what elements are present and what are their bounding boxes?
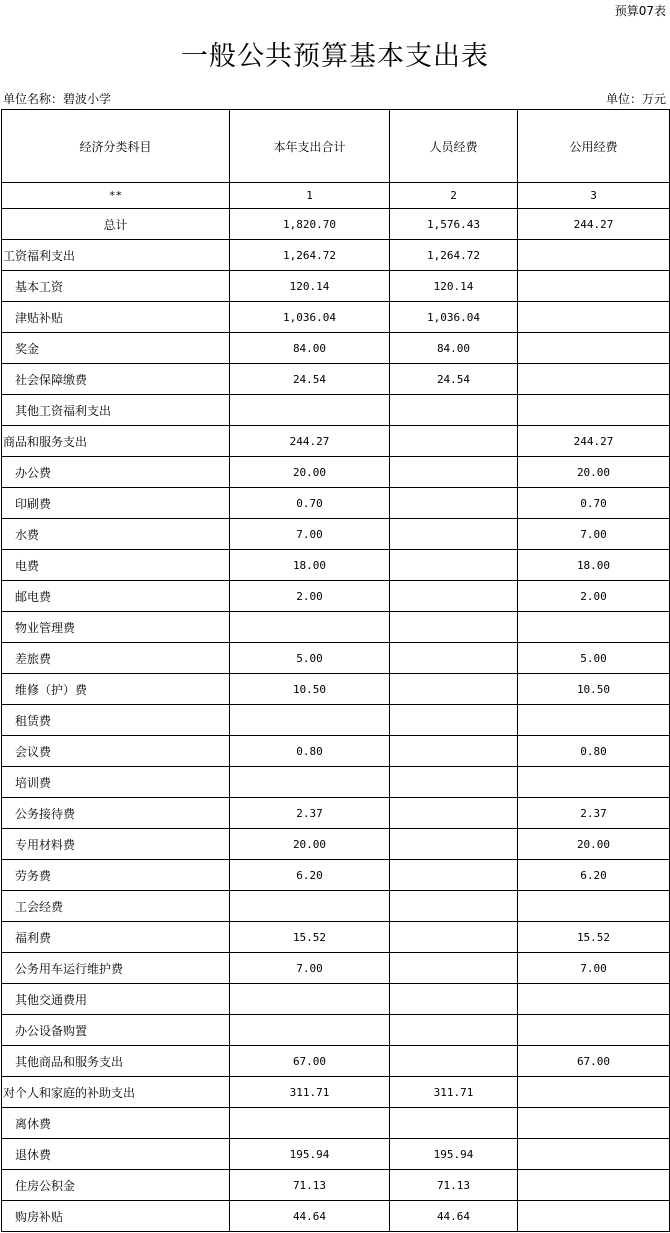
header-total: 本年支出合计 <box>230 110 390 183</box>
row-public <box>518 1108 670 1139</box>
table-row <box>2 612 670 643</box>
row-personnel <box>390 1108 518 1139</box>
row-personnel <box>390 953 518 984</box>
row-total <box>230 1015 390 1046</box>
row-total: 2.37 <box>230 798 390 829</box>
table-row <box>2 860 670 891</box>
row-label: 其他工资福利支出 <box>2 395 230 426</box>
row-label: 培训费 <box>2 767 230 798</box>
row-public: 7.00 <box>518 519 670 550</box>
table-row <box>2 333 670 364</box>
row-label: 劳务费 <box>2 860 230 891</box>
table-row <box>2 643 670 674</box>
row-public: 18.00 <box>518 550 670 581</box>
row-label: 基本工资 <box>2 271 230 302</box>
row-personnel: 1,036.04 <box>390 302 518 333</box>
header-row <box>2 110 670 183</box>
row-personnel <box>390 1015 518 1046</box>
row-personnel <box>390 736 518 767</box>
row-label: 对个人和家庭的补助支出 <box>2 1077 230 1108</box>
table-row <box>2 519 670 550</box>
index-cell: 3 <box>518 183 670 209</box>
row-label: 公务接待费 <box>2 798 230 829</box>
table-row <box>2 705 670 736</box>
row-public: 2.37 <box>518 798 670 829</box>
row-label: 维修（护）费 <box>2 674 230 705</box>
row-personnel <box>390 705 518 736</box>
index-cell: 2 <box>390 183 518 209</box>
row-total <box>230 395 390 426</box>
table-row <box>2 767 670 798</box>
row-total: 120.14 <box>230 271 390 302</box>
row-label: 印刷费 <box>2 488 230 519</box>
row-label: 办公费 <box>2 457 230 488</box>
row-total: 244.27 <box>230 426 390 457</box>
row-total <box>230 1108 390 1139</box>
row-public <box>518 984 670 1015</box>
page-title: 一般公共预算基本支出表 <box>181 41 489 72</box>
row-public <box>518 364 670 395</box>
table-row <box>2 1108 670 1139</box>
table-row <box>2 891 670 922</box>
row-personnel: 24.54 <box>390 364 518 395</box>
row-total: 44.64 <box>230 1201 390 1232</box>
table-row <box>2 271 670 302</box>
row-total: 24.54 <box>230 364 390 395</box>
row-public: 5.00 <box>518 643 670 674</box>
total-value: 1,820.70 <box>230 209 390 240</box>
table-row <box>2 953 670 984</box>
total-public: 244.27 <box>518 209 670 240</box>
row-personnel <box>390 922 518 953</box>
table-row <box>2 984 670 1015</box>
row-label: 租赁费 <box>2 705 230 736</box>
row-personnel <box>390 612 518 643</box>
row-public: 7.00 <box>518 953 670 984</box>
row-total: 67.00 <box>230 1046 390 1077</box>
row-label: 物业管理费 <box>2 612 230 643</box>
row-personnel: 84.00 <box>390 333 518 364</box>
row-personnel <box>390 767 518 798</box>
row-personnel <box>390 488 518 519</box>
row-public <box>518 612 670 643</box>
table-row <box>2 1015 670 1046</box>
row-public <box>518 891 670 922</box>
row-label: 会议费 <box>2 736 230 767</box>
row-personnel <box>390 891 518 922</box>
table-row <box>2 240 670 271</box>
row-total: 1,264.72 <box>230 240 390 271</box>
row-total: 20.00 <box>230 457 390 488</box>
row-personnel <box>390 674 518 705</box>
row-label: 专用材料费 <box>2 829 230 860</box>
row-public <box>518 767 670 798</box>
row-personnel: 120.14 <box>390 271 518 302</box>
row-public <box>518 1170 670 1201</box>
row-label: 工资福利支出 <box>2 240 230 271</box>
index-cell: ** <box>2 183 230 209</box>
row-personnel <box>390 426 518 457</box>
table-row <box>2 426 670 457</box>
row-public <box>518 1201 670 1232</box>
row-public <box>518 240 670 271</box>
total-row <box>2 209 670 240</box>
table-row <box>2 395 670 426</box>
expenditure-table <box>1 109 670 1232</box>
row-total: 15.52 <box>230 922 390 953</box>
index-cell: 1 <box>230 183 390 209</box>
table-row <box>2 1139 670 1170</box>
row-personnel: 311.71 <box>390 1077 518 1108</box>
row-total: 0.80 <box>230 736 390 767</box>
row-total: 2.00 <box>230 581 390 612</box>
row-public <box>518 302 670 333</box>
row-total: 5.00 <box>230 643 390 674</box>
row-personnel <box>390 829 518 860</box>
header-category: 经济分类科目 <box>2 110 230 183</box>
total-label: 总计 <box>2 209 230 240</box>
row-total: 1,036.04 <box>230 302 390 333</box>
table-row <box>2 1201 670 1232</box>
row-total <box>230 984 390 1015</box>
row-label: 津贴补贴 <box>2 302 230 333</box>
table-row <box>2 674 670 705</box>
table-row <box>2 364 670 395</box>
table-row <box>2 488 670 519</box>
row-total: 7.00 <box>230 519 390 550</box>
unit-name: 单位名称：碧波小学 <box>3 92 112 106</box>
row-total: 6.20 <box>230 860 390 891</box>
row-label: 其他商品和服务支出 <box>2 1046 230 1077</box>
row-total <box>230 612 390 643</box>
row-total: 0.70 <box>230 488 390 519</box>
table-row <box>2 798 670 829</box>
form-code: 预算07表 <box>614 4 666 18</box>
row-public: 10.50 <box>518 674 670 705</box>
row-total: 71.13 <box>230 1170 390 1201</box>
row-label: 社会保障缴费 <box>2 364 230 395</box>
table-row <box>2 581 670 612</box>
row-label: 离休费 <box>2 1108 230 1139</box>
row-public: 244.27 <box>518 426 670 457</box>
row-label: 邮电费 <box>2 581 230 612</box>
row-label: 奖金 <box>2 333 230 364</box>
row-personnel <box>390 457 518 488</box>
row-label: 电费 <box>2 550 230 581</box>
table-row <box>2 457 670 488</box>
row-public <box>518 333 670 364</box>
row-public: 0.70 <box>518 488 670 519</box>
row-public: 0.80 <box>518 736 670 767</box>
row-personnel: 1,264.72 <box>390 240 518 271</box>
row-total <box>230 767 390 798</box>
index-row <box>2 183 670 209</box>
table-row <box>2 550 670 581</box>
table-row <box>2 1046 670 1077</box>
row-label: 购房补贴 <box>2 1201 230 1232</box>
row-public: 2.00 <box>518 581 670 612</box>
row-total <box>230 891 390 922</box>
row-total: 10.50 <box>230 674 390 705</box>
row-total: 84.00 <box>230 333 390 364</box>
row-personnel <box>390 798 518 829</box>
table-row <box>2 922 670 953</box>
row-personnel <box>390 395 518 426</box>
row-public: 15.52 <box>518 922 670 953</box>
row-total: 7.00 <box>230 953 390 984</box>
row-public <box>518 1015 670 1046</box>
table-row <box>2 829 670 860</box>
row-public: 20.00 <box>518 457 670 488</box>
row-label: 其他交通费用 <box>2 984 230 1015</box>
row-label: 水费 <box>2 519 230 550</box>
row-personnel <box>390 519 518 550</box>
row-personnel <box>390 1046 518 1077</box>
row-label: 住房公积金 <box>2 1170 230 1201</box>
row-label: 公务用车运行维护费 <box>2 953 230 984</box>
row-public: 20.00 <box>518 829 670 860</box>
row-personnel <box>390 860 518 891</box>
row-public <box>518 1139 670 1170</box>
row-public: 67.00 <box>518 1046 670 1077</box>
row-total: 18.00 <box>230 550 390 581</box>
header-public: 公用经费 <box>518 110 670 183</box>
table-row <box>2 736 670 767</box>
row-label: 福利费 <box>2 922 230 953</box>
row-label: 退休费 <box>2 1139 230 1170</box>
row-personnel <box>390 643 518 674</box>
row-label: 办公设备购置 <box>2 1015 230 1046</box>
table-row <box>2 1077 670 1108</box>
total-personnel: 1,576.43 <box>390 209 518 240</box>
row-personnel <box>390 581 518 612</box>
row-personnel <box>390 984 518 1015</box>
row-public: 6.20 <box>518 860 670 891</box>
row-personnel: 71.13 <box>390 1170 518 1201</box>
row-label: 差旅费 <box>2 643 230 674</box>
row-total: 195.94 <box>230 1139 390 1170</box>
row-public <box>518 705 670 736</box>
table-row <box>2 1170 670 1201</box>
row-public <box>518 1077 670 1108</box>
row-total <box>230 705 390 736</box>
header-personnel: 人员经费 <box>390 110 518 183</box>
row-total: 20.00 <box>230 829 390 860</box>
table-row <box>2 302 670 333</box>
row-label: 商品和服务支出 <box>2 426 230 457</box>
unit-label: 单位：万元 <box>605 92 666 106</box>
row-personnel: 195.94 <box>390 1139 518 1170</box>
row-public <box>518 395 670 426</box>
row-label: 工会经费 <box>2 891 230 922</box>
row-personnel: 44.64 <box>390 1201 518 1232</box>
row-public <box>518 271 670 302</box>
row-personnel <box>390 550 518 581</box>
row-total: 311.71 <box>230 1077 390 1108</box>
